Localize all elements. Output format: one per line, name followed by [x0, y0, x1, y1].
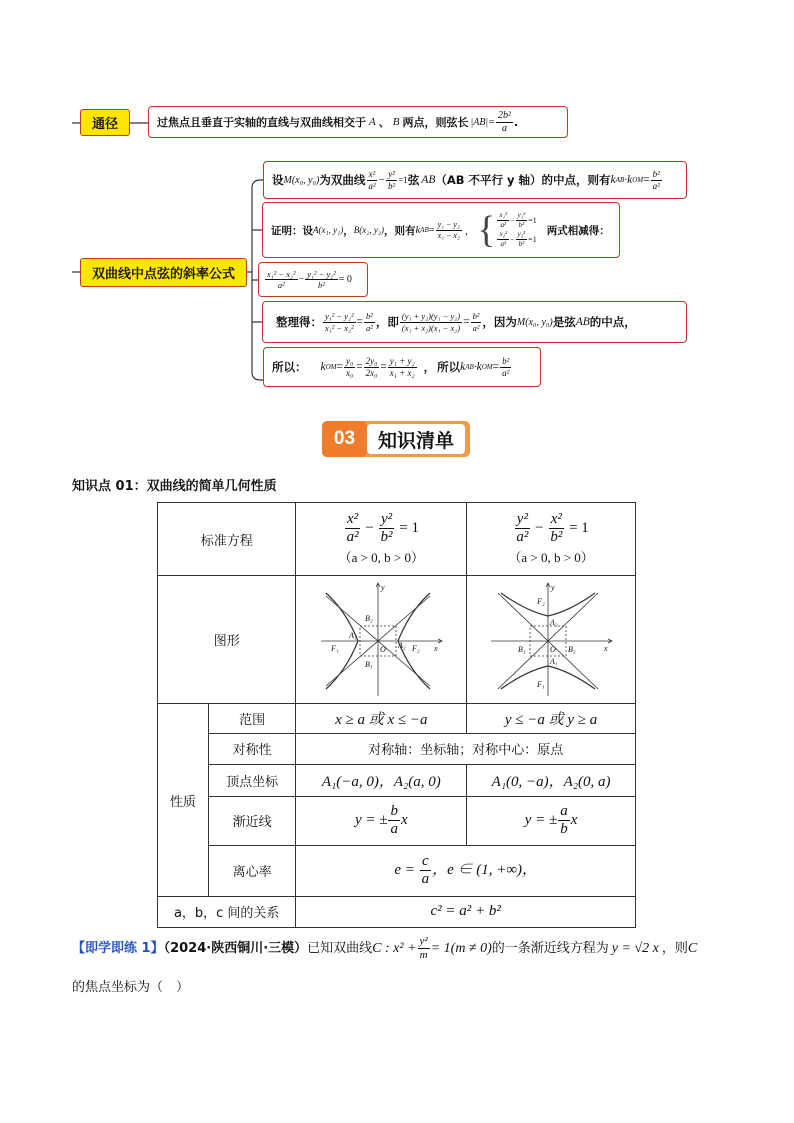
properties-table	[157, 502, 636, 928]
tongjing-label: 通径	[80, 109, 130, 136]
midpoint-formula-label: 双曲线中点弦的斜率公式	[80, 258, 247, 287]
svg-text:B₂: B₂	[568, 644, 576, 654]
symmetry-label: 对称性	[208, 733, 296, 764]
hyperbola-1-svg	[316, 581, 446, 699]
relation-value: c² = a² + b²	[296, 896, 636, 927]
section-number: 03	[333, 428, 356, 449]
svg-text:B₁: B₁	[518, 644, 526, 654]
range-1: x ≥ a 或 x ≤ −a	[296, 704, 467, 733]
row-properties: 性质	[158, 704, 209, 896]
svg-text:B₁: B₁	[365, 659, 373, 669]
hyperbola-2-svg	[486, 581, 616, 699]
svg-text:O: O	[550, 644, 556, 654]
svg-text:A₂: A₂	[398, 640, 406, 650]
svg-text:x: x	[434, 643, 438, 653]
svg-text:y: y	[381, 582, 385, 592]
svg-text:F₂: F₂	[537, 596, 545, 606]
section-title: 知识清单	[377, 429, 454, 452]
graph-vertical-hyperbola	[467, 576, 636, 704]
range-label: 范围	[208, 704, 296, 733]
exercise: 【即学即练 1】（2024·陕西铜川·三模）已知双曲线C : x² + $\frac{\text{y²}}{m}$ = 1(m ≠ 0)的一条渐近线方程为 y = √2 x ，则C	[72, 935, 698, 961]
svg-text:F₁: F₁	[537, 679, 545, 689]
svg-text:y: y	[551, 582, 555, 592]
midpoint-box-2: 证明：设 A(x₁, y₁) ， B(x₂, y₂) ，则有 k AB = $\frac{\text{y₁ − y₂}}{\text{x₁ − x₂}}$ ， { $\frac{\text{x₁²}}{\text{a²}}$ − $\frac{\text{y₁²}}{\text{b²}}$ =1 $\frac{\text{x₂²}}{\text{a²}}$ − $\frac{\text{y₂²}}{\text{b²}}$ =1 两式相减得：	[262, 202, 620, 258]
svg-text:F₁: F₁	[331, 643, 339, 653]
knowledge-title: 知识点 01：双曲线的简单几何性质	[72, 479, 277, 494]
svg-text:A₂: A₂	[550, 617, 558, 627]
range-2: y ≤ −a 或 y ≥ a	[467, 704, 636, 733]
eccentricity-label: 离心率	[208, 845, 296, 896]
svg-text:B₂: B₂	[365, 613, 373, 623]
graph-horizontal-hyperbola	[296, 576, 467, 704]
row-graph: 图形	[158, 576, 296, 704]
asymptote-label: 渐近线	[208, 796, 296, 845]
vertex-label: 顶点坐标	[208, 764, 296, 796]
eccentricity-value: e = $\frac{c}{a}$ ，e ∈ (1, +∞)，	[296, 845, 636, 896]
equation-1: $\frac{\text{x²}}{\text{a²}}$ − $\frac{\text{y²}}{\text{b²}}$ = 1 （a > 0, b > 0）	[296, 503, 467, 576]
midpoint-box-1: 设 M(x₀, y₀) 为双曲线 $\frac{\text{x²}}{\text{a²}}$ − $\frac{\text{y²}}{\text{b²}}$ =1 弦 AB （AB 不平行 y 轴）的中点，则有 k AB ·k OM = $\frac{\text{b²}}{\text{a²}}$	[263, 161, 687, 199]
midpoint-box-3: $\frac{\text{x₁² − x₂²}}{\text{a²}}$ − $\frac{\text{y₁² − y₂²}}{\text{b²}}$ = 0	[258, 262, 368, 297]
section-tag	[322, 421, 470, 457]
svg-text:F₂: F₂	[412, 643, 420, 653]
symmetry-value: 对称轴：坐标轴；对称中心：原点	[296, 733, 636, 764]
exercise-tag: 【即学即练 1】	[72, 941, 164, 956]
tongjing-box: 过焦点且垂直于实轴的直线与双曲线相交于 A 、 B 两点，则弦长 |AB|= $\frac{\text{2b²}}{a}$ .	[148, 106, 568, 138]
svg-text:A₁: A₁	[550, 656, 558, 666]
midpoint-box-4: 整理得： $\frac{\text{y₁² − y₂²}}{\text{x₁² − x₂²}}$ = $\frac{\text{b²}}{\text{a²}}$ ，即 $\frac{\text{(y₁ + y₂)(y₁ − y₂)}}{\text{(x₁ + x₂)(x₁ − x₂)}}$ = $\frac{\text{b²}}{\text{a²}}$ ，因为 M(x₀, y₀) 是弦 AB 的中点，	[262, 301, 687, 343]
vertex-1: A₁(−a, 0)，A₂(a, 0)	[296, 764, 467, 796]
midpoint-box-5: 所以： k OM = $\frac{\text{y₀}}{\text{x₀}}$ = $\frac{\text{2y₀}}{\text{2x₀}}$ = $\frac{\text{y₁ + y₂}}{\text{x₁ + x₂}}$ ， 所以 k AB ·k OM = $\frac{\text{b²}}{\text{a²}}$	[263, 347, 541, 387]
row-standard-equation: 标准方程	[158, 503, 296, 576]
asymptote-2: y = ± $\frac{a}{b}$ x	[467, 796, 636, 845]
relation-label: a，b，c 间的关系	[158, 896, 296, 927]
svg-text:O: O	[380, 644, 387, 654]
svg-text:x: x	[604, 643, 608, 653]
equation-2: $\frac{\text{y²}}{\text{a²}}$ − $\frac{\text{x²}}{\text{b²}}$ = 1 （a > 0, b > 0）	[467, 503, 636, 576]
svg-text:A₁: A₁	[349, 630, 357, 640]
asymptote-1: y = ± $\frac{b}{a}$ x	[296, 796, 467, 845]
vertex-2: A₁(0, −a)，A₂(0, a)	[467, 764, 636, 796]
exercise-line-2: 的焦点坐标为（ ）	[72, 980, 190, 995]
